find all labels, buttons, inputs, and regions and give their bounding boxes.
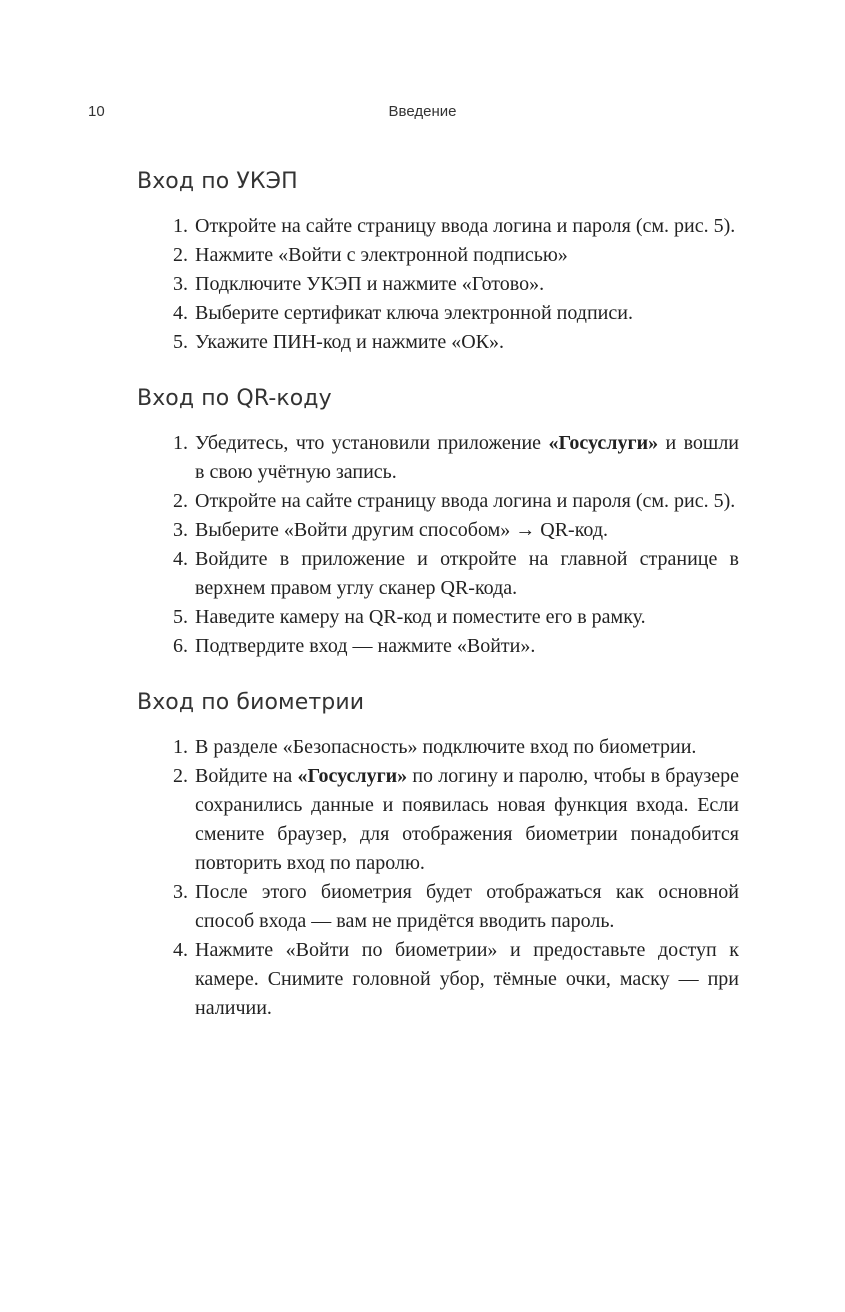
step-number: 3.	[173, 273, 188, 295]
step-number: 4.	[173, 548, 188, 570]
section-biometric-login	[137, 687, 739, 1023]
steps-list	[137, 733, 739, 1023]
list-item	[173, 212, 739, 241]
step-number: 3.	[173, 881, 188, 903]
step-text: Войдите в приложение и откройте на главной странице в верхнем правом углу сканер QR-кода.	[195, 548, 739, 599]
step-text: Откройте на сайте страницу ввода логина и пароля (см. рис. 5).	[195, 490, 736, 512]
list-item	[173, 328, 739, 357]
step-text: Подключите УКЭП и нажмите «Готово».	[195, 273, 545, 295]
step-number: 2.	[173, 490, 188, 512]
running-title: Введение	[388, 103, 457, 120]
step-text-before: Войдите на	[195, 765, 298, 787]
step-text: В разделе «Безопасность» подключите вход по биометрии.	[195, 736, 697, 758]
section-heading: Вход по биометрии	[137, 690, 365, 715]
step-number: 6.	[173, 635, 188, 657]
steps-list	[137, 429, 739, 661]
list-item	[173, 733, 739, 762]
page-number: 10	[88, 103, 105, 120]
list-item	[173, 632, 739, 661]
step-number: 2.	[173, 765, 188, 787]
list-item	[173, 516, 739, 545]
list-item	[173, 936, 739, 1023]
list-item	[173, 878, 739, 936]
list-item	[173, 241, 739, 270]
section-heading: Вход по УКЭП	[137, 169, 298, 194]
page-content	[137, 166, 739, 1023]
step-text: Выберите сертификат ключа электронной подписи.	[195, 302, 633, 324]
step-text-before: Убедитесь, что установили приложение	[195, 432, 549, 454]
step-text: Откройте на сайте страницу ввода логина и пароля (см. рис. 5).	[195, 215, 736, 237]
step-text: Подтвердите вход — нажмите «Войти».	[195, 635, 536, 657]
step-number: 4.	[173, 939, 188, 961]
list-item	[173, 270, 739, 299]
step-text: Выберите «Войти другим способом» → QR-код.	[195, 519, 608, 541]
step-number: 1.	[173, 432, 188, 454]
step-number: 3.	[173, 519, 188, 541]
step-text: Нажмите «Войти с электронной подписью»	[195, 244, 568, 266]
steps-list	[137, 212, 739, 357]
step-text: Укажите ПИН-код и нажмите «ОК».	[195, 331, 504, 353]
section-ukep-login	[137, 166, 739, 357]
step-number: 5.	[173, 331, 188, 353]
brand-name: «Госуслуги»	[297, 765, 408, 787]
step-number: 1.	[173, 215, 188, 237]
list-item	[173, 762, 739, 878]
list-item	[173, 487, 739, 516]
step-number: 1.	[173, 736, 188, 758]
step-number: 2.	[173, 244, 188, 266]
step-text-after: и вошли в свою учётную запись.	[195, 432, 740, 483]
step-text: Наведите камеру на QR-код и поместите его в рамку.	[195, 606, 646, 628]
running-head	[88, 103, 757, 125]
section-qr-login	[137, 383, 739, 661]
list-item	[173, 603, 739, 632]
section-heading: Вход по QR-коду	[137, 386, 332, 411]
step-text: После этого биометрия будет отображаться как основной способ входа — вам не придётся вводить пароль.	[195, 881, 739, 932]
list-item	[173, 429, 740, 487]
step-text-after: по логину и паролю, чтобы в браузере сохранились данные и появилась новая функция входа. Если смените браузер, для отображения биометрии понадобится повторить вход по паролю.	[195, 765, 739, 874]
list-item	[173, 299, 739, 328]
list-item	[173, 545, 739, 603]
step-number: 4.	[173, 302, 188, 324]
step-number: 5.	[173, 606, 188, 628]
step-text: Нажмите «Войти по биометрии» и предоставьте доступ к камере. Снимите головной убор, тёмные очки, маску — при наличии.	[195, 939, 739, 1019]
brand-name: «Госуслуги»	[548, 432, 659, 454]
